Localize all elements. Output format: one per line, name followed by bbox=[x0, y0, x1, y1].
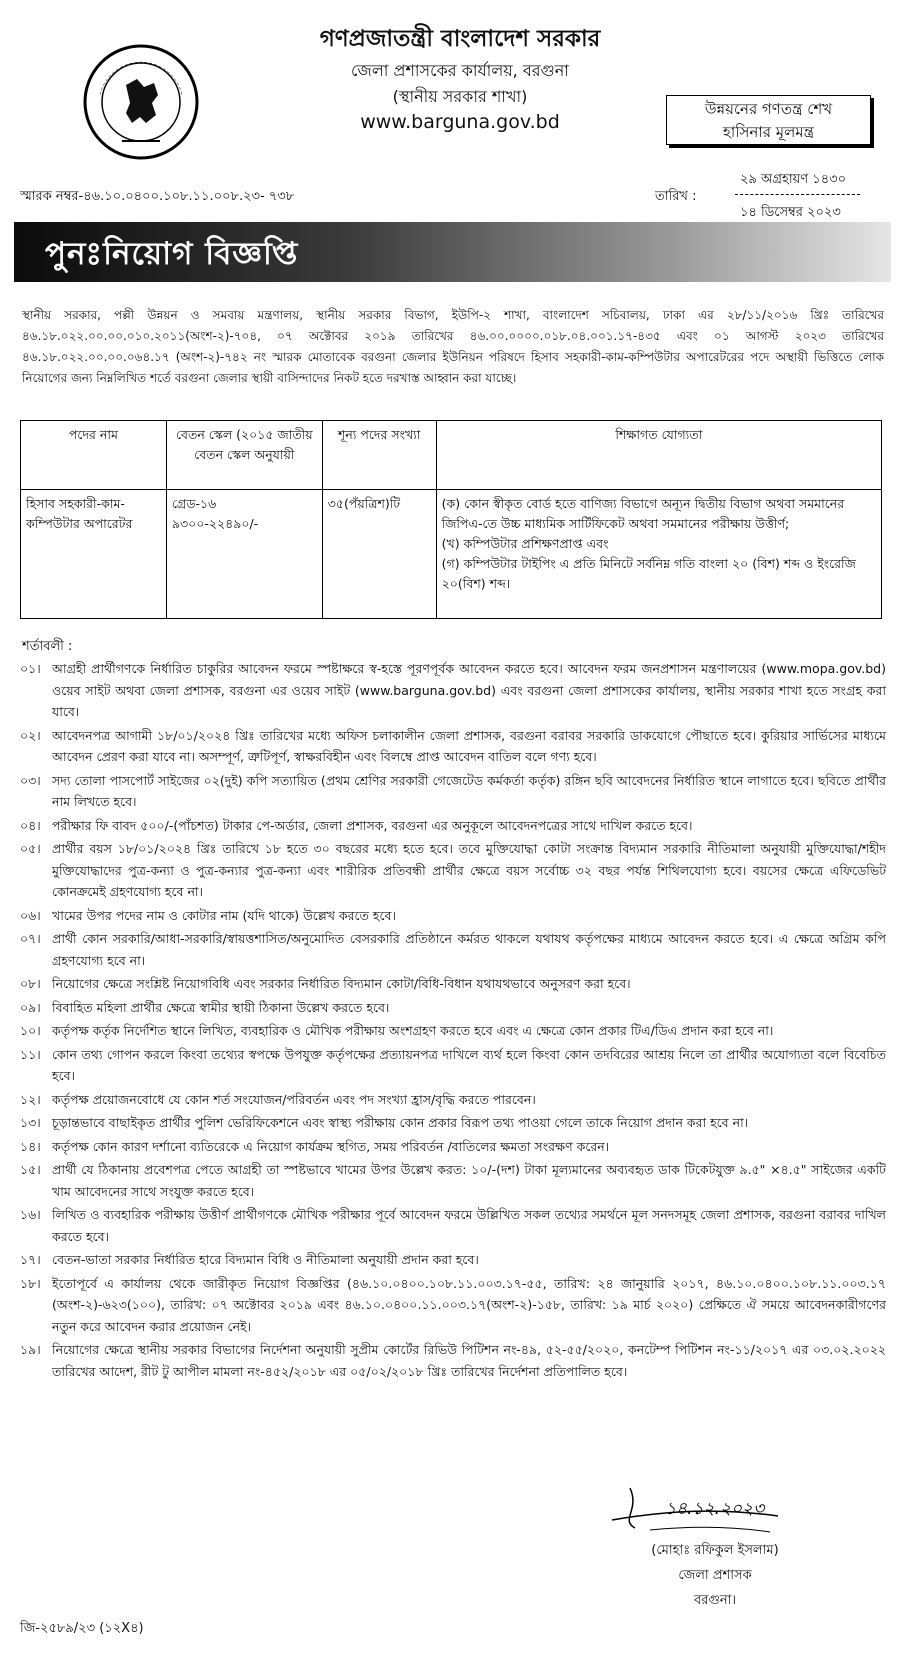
conditions-title: শর্তাবলী : bbox=[22, 639, 73, 654]
condition-text: প্রার্থী কোন সরকারি/আধা-সরকারি/স্বায়ত্তশাসিত/অনুমোদিত বেসরকারি প্রতিষ্ঠানে কর্মরত থাকলে যথাযথ কর্তৃপক্ষের মাধ্যমে আবেদন করতে হবে। এ ক্ষেত্রে অগ্রিম কপি গ্রহণযোগ্য হবে না। bbox=[52, 931, 886, 968]
office-name: জেলা প্রশাসকের কার্যালয়, বরগুনা bbox=[351, 61, 569, 80]
condition-item bbox=[20, 1136, 886, 1158]
condition-number: ১০। bbox=[20, 1023, 41, 1038]
condition-item bbox=[20, 1339, 886, 1382]
signatory-name: (মোহাঃ রফিকুল ইসলাম) bbox=[651, 1543, 779, 1558]
date-english: ১৪ ডিসেম্বর ২০২৩ bbox=[740, 205, 841, 220]
table-header-row bbox=[21, 421, 882, 490]
signatory-place: বরগুনা। bbox=[693, 1593, 737, 1608]
condition-number: ১৪। bbox=[20, 1138, 41, 1154]
condition-text: কর্তৃপক্ষ প্রয়োজনবোধে যে কোন শর্ত সংযোজন/পরিবর্তন এবং পদ সংখ্যা হ্রাস/বৃদ্ধি করতে পারবেন। bbox=[52, 1091, 536, 1107]
qualification-item: (গ) কম্পিউটার টাইপিং এ প্রতি মিনিটে সর্বনিম্ন গতি বাংলা ২০ (বিশ) শব্দ ও ইংরেজি ২০(বিশ) শব্দ। bbox=[441, 556, 856, 591]
government-title: গণপ্রজাতন্ত্রী বাংলাদেশ সরকার bbox=[319, 26, 601, 52]
date-divider bbox=[735, 194, 860, 195]
motto-line-1: উন্নয়নের গণতন্ত্র শেখ bbox=[704, 100, 833, 118]
motto-box bbox=[666, 95, 871, 145]
condition-item bbox=[20, 928, 886, 971]
post-table bbox=[20, 420, 882, 619]
col-header-post: পদের নাম bbox=[21, 421, 167, 490]
condition-number: ১১। bbox=[20, 1046, 41, 1062]
condition-number: ০১। bbox=[20, 661, 41, 676]
signatory-designation: জেলা প্রশাসক bbox=[678, 1568, 752, 1583]
condition-item bbox=[20, 905, 886, 927]
condition-number: ১৩। bbox=[20, 1115, 41, 1130]
notice-title: পুনঃনিয়োগ বিজ্ঞপ্তি bbox=[45, 236, 299, 272]
col-header-qualification: শিক্ষাগত যোগ্যতা bbox=[436, 421, 881, 490]
condition-item bbox=[20, 658, 886, 723]
condition-text: ইতোপূর্বে এ কার্যালয় থেকে জারীকৃত নিয়োগ বিজ্ঞপ্তির (৪৬.১০.০৪০০.১০৮.১১.০০৩.১৭-৫৫, তারিখ: ২৪ জানুয়ারি ২০১৭, ৪৬.১০.০৪০০.১০৮.১১.০০৩.১৭ (অংশ-২)-৬২৩(১০০), তারিখ: ০৭ অক্টোবর ২০১৯ এবং ৪৬.১০.০৪০০.১১.০০৩.১৭(অংশ-২)-১৫৮, তারিখ: ১৯ মার্চ ২০২০) প্রেক্ষিতে ঐ সময়ে আবেদনকারীগণের নতুন করে আবেদন করার প্রয়োজন নেই। bbox=[52, 1275, 886, 1334]
condition-number: ০৭। bbox=[20, 931, 41, 946]
government-seal-icon bbox=[82, 43, 200, 161]
condition-item bbox=[20, 770, 886, 813]
condition-item bbox=[20, 997, 886, 1019]
handwritten-date: ১৪.১২.২০২৩ bbox=[665, 1499, 765, 1519]
col-header-scale: বেতন স্কেল (২০১৫ জাতীয় বেতন স্কেল অনুযায়ী bbox=[166, 421, 322, 490]
scale: ৯৩০০-২২৪৯০/- bbox=[171, 516, 259, 531]
qualification-cell bbox=[436, 490, 881, 619]
condition-number: ১৮। bbox=[20, 1275, 41, 1291]
condition-number: ০৬। bbox=[20, 907, 41, 923]
signature-mark bbox=[610, 1480, 780, 1540]
condition-item bbox=[20, 815, 886, 837]
grade: গ্রেড-১৬ bbox=[171, 496, 217, 511]
condition-item bbox=[20, 838, 886, 903]
condition-text: প্রার্থীর বয়স ১৮/০১/২০২৪ খ্রিঃ তারিখে ১৮ হতে ৩০ বছরের মধ্যে হতে হবে। তবে মুক্তিযোদ্ধা কোটা সংক্রান্ত বিদ্যমান সরকারি নীতিমালা অনুযায়ী মুক্তিযোদ্ধা/শহীদ মুক্তিযোদ্ধাদের পুত্র-কন্যা ও পুত্র-কন্যার পুত্র-কন্যা এবং শারীরিক প্রতিবন্ধী প্রার্থীর ক্ষেত্রে বয়স সর্বোচ্চ ৩২ বছর পর্যন্ত শিথিলযোগ্য হবে। বয়সের ক্ষেত্রে এফিডেভিট কোনক্রমেই গ্রহণযোগ্য হবে না। bbox=[52, 841, 886, 899]
condition-text: বিবাহিত মহিলা প্রার্থীর ক্ষেত্রে স্বামীর স্থায়ী ঠিকানা উল্লেখ করতে হবে। bbox=[52, 999, 390, 1015]
condition-text: নিয়োগের ক্ষেত্রে স্থানীয় সরকার বিভাগের নির্দেশনা অনুযায়ী সুপ্রীম কোর্টের রিভিউ পিটিশন নং-৪৯, ৫২-৫৫/২০২০, কনটেম্প পিটিশন নং-১১/২০১৭ এর ০৩.০২.২০২২ তারিখের আদেশ, রীট টু আপীল মামলা নং-৪৫২/২০১৮ এর ০৫/০২/২০১৮ খ্রিঃ তারিখের নির্দেশনা প্রতিপালিত হবে। bbox=[52, 1342, 886, 1379]
condition-text: প্রার্থী যে ঠিকানায় প্রবেশপত্র পেতে আগ্রহী তা স্পষ্টভাবে খামের উপর উল্লেখ করত: ১০/-(দশ) টাকা মূল্যমানের অব্যবহৃত ডাক টিকেটযুক্ত ৯.৫" ×৪.৫" সাইজের একটি খাম আবেদনের সাথে সংযুক্ত করতে হবে। bbox=[52, 1162, 886, 1199]
table-row bbox=[21, 490, 882, 619]
condition-number: ১৯। bbox=[20, 1342, 41, 1357]
condition-text: চূড়ান্তভাবে বাছাইকৃত প্রার্থীর পুলিশ ভেরিফিকেশনে এবং স্বাস্থ্য পরীক্ষায় কোন প্রকার বিরূপ তথ্য পাওয়া গেলে তাকে নিয়োগ প্রদান করা হবে না। bbox=[52, 1115, 749, 1130]
motto-line-2: হাসিনার মূলমন্ত্র bbox=[722, 123, 814, 141]
pay-scale-cell bbox=[166, 490, 322, 619]
intro-paragraph: স্থানীয় সরকার, পল্লী উন্নয়ন ও সমবায় মন্ত্রণালয়, স্থানীয় সরকার বিভাগ, ইউপি-২ শাখা, বাংলাদেশ সচিবালয়, ঢাকা এর ২৮/১১/২০১৬ খ্রিঃ তারিখের ৪৬.১৮.০২২.০০.০০.০১০.২০১১(অংশ-২)-৭০৪, ০৭ অক্টোবর ২০১৯ তারিখের ৪৬.০০.০০০০.০১৮.০৪.০০১.১৭-৪৩৫ এবং ০১ আগস্ট ২০২৩ তারিখের ৪৬.১৮.০২২.০০.০০.০৬৪.১৭ (অংশ-২)-৭৪২ নং স্মারক মোতাবেক বরগুনা জেলার ইউনিয়ন পরিষদে হিসাব সহকারী-কাম-কম্পিউটার অপারেটরের পদে অস্থায়ী ভিত্তিতে লোক নিয়োগের জন্য নিম্নলিখিত শর্তে বরগুনা জেলার স্থায়ী বাসিন্দাদের নিকট হতে দরখাস্ত আহ্বান করা যাচ্ছে। bbox=[22, 308, 884, 385]
condition-number: ১৫। bbox=[20, 1162, 41, 1177]
condition-item bbox=[20, 1159, 886, 1202]
date-label: তারিখ : bbox=[655, 189, 697, 204]
condition-number: ০৯। bbox=[20, 999, 41, 1015]
condition-text: কর্তৃপক্ষ কোন কারণ দর্শানো ব্যতিরেকে এ নিয়োগ কার্যক্রম স্থগিত, সময় পরিবর্তন /বাতিলের ক্ষমতা সংরক্ষণ করেন। bbox=[52, 1138, 610, 1154]
condition-number: ১৭। bbox=[20, 1252, 41, 1267]
condition-text: লিখিত ও ব্যবহারিক পরীক্ষায় উত্তীর্ণ প্রার্থীগণকে মৌখিক পরীক্ষার পূর্বে আবেদন ফরমে উল্লিখিত সকল তথ্যের সমর্থনে মূল সনদসমূহ জেলা প্রশাসক, বরগুনা বরাবর দাখিল করতে হবে। bbox=[52, 1207, 886, 1244]
condition-item bbox=[20, 1249, 886, 1271]
condition-number: ০৫। bbox=[20, 841, 41, 856]
post-name: হিসাব সহকারী-কাম-কম্পিউটার অপারেটর bbox=[21, 490, 167, 619]
condition-text: বেতন-ভাতা সরকার নির্ধারিত হারে বিদ্যমান বিধি ও নীতিমালা অনুযায়ী প্রদান করা হবে। bbox=[52, 1252, 479, 1267]
condition-number: ০৮। bbox=[20, 976, 41, 991]
qualification-item: (খ) কম্পিউটার প্রশিক্ষণপ্রাপ্ত এবং bbox=[441, 536, 609, 551]
footer-code: জি-২৫৮৯/২৩ (১২X৪) bbox=[20, 1621, 144, 1636]
date-bangla: ২৯ অগ্রহায়ণ ১৪৩০ bbox=[740, 172, 847, 187]
condition-text: পরীক্ষার ফি বাবদ ৫০০/-(পাঁচশত) টাকার পে-অর্ডার, জেলা প্রশাসক, বরগুনা এর অনুকূলে আবেদনপত্রের সাথে দাখিল করতে হবে। bbox=[52, 817, 693, 833]
vacancy-count: ৩৫(পঁয়ত্রিশ)টি bbox=[322, 490, 436, 619]
condition-text: কোন তথ্য গোপন করলে কিংবা তথ্যের স্বপক্ষে উপযুক্ত কর্তৃপক্ষের প্রত্যায়নপত্র দাখিলে ব্যর্থ হলে কিংবা কোন তদবিরের আশ্রয় নিলে তা প্রার্থীর অযোগ্যতা বলে বিবেচিত হবে। bbox=[52, 1046, 886, 1083]
condition-text: আবেদনপত্র আগামী ১৮/০১/২০২৪ খ্রিঃ তারিখের মধ্যে অফিস চলাকালীন জেলা প্রশাসক, বরগুনা বরাবর সরকারি ডাকযোগে পৌছাতে হবে। কুরিয়ার সার্ভিসের মাধ্যমে আবেদন প্রেরণ করা যাবে না। অসম্পূর্ণ, ত্রুটিপূর্ণ, স্বাক্ষরবিহীন এবং বিলম্বে প্রাপ্ত আবেদন বাতিল বলে গণ্য হবে। bbox=[52, 727, 886, 764]
conditions-list bbox=[20, 658, 886, 1384]
condition-item bbox=[20, 1273, 886, 1338]
condition-number: ১৬। bbox=[20, 1207, 41, 1222]
condition-item bbox=[20, 1020, 886, 1042]
condition-number: ০৩। bbox=[20, 772, 41, 788]
branch-name: (স্থানীয় সরকার শাখা) bbox=[392, 87, 528, 106]
condition-item bbox=[20, 1044, 886, 1087]
condition-text: কর্তৃপক্ষ কর্তৃক নির্দেশিত স্থানে লিখিত, ব্যবহারিক ও মৌখিক পরীক্ষায় অংশগ্রহণ করতে হবে এবং এ ক্ষেত্রে কোন প্রকার টিএ/ডিএ প্রদান করা হবে না। bbox=[52, 1023, 774, 1038]
memo-number: স্মারক নম্বর-৪৬.১০.০৪০০.১০৮.১১.০০৮.২৩- ৭৩৮ bbox=[20, 189, 295, 204]
condition-number: ০২। bbox=[20, 727, 41, 743]
condition-text: নিয়োগের ক্ষেত্রে সংশ্লিষ্ট নিয়োগবিধি এবং সরকার নির্ধারিত বিদ্যমান কোটা/বিধি-বিধান যথাযথভাবে অনুসরণ করা হবে। bbox=[52, 976, 631, 991]
condition-item bbox=[20, 725, 886, 768]
condition-text: খামের উপর পদের নাম ও কোটার নাম (যদি থাকে) উল্লেখ করতে হবে। bbox=[52, 907, 396, 923]
condition-item bbox=[20, 1089, 886, 1111]
condition-item bbox=[20, 973, 886, 995]
website-link[interactable]: www.barguna.gov.bd bbox=[360, 111, 560, 133]
col-header-vacancies: শূন্য পদের সংখ্যা bbox=[322, 421, 436, 490]
condition-item bbox=[20, 1112, 886, 1134]
condition-text: সদ্য তোলা পাসপোর্ট সাইজের ০২(দুই) কপি সত্যায়িত (প্রথম শ্রেণির সরকারী গেজেটেড কর্মকর্তা কর্তৃক) রঙ্গিন ছবি আবেদনের নির্ধারিত স্থানে লাগাতে হবে। ছবিতে প্রার্থীর নাম লিখতে হবে। bbox=[52, 772, 886, 809]
condition-item bbox=[20, 1204, 886, 1247]
condition-number: ০৪। bbox=[20, 817, 41, 833]
qualification-item: (ক) কোন স্বীকৃত বোর্ড হতে বাণিজ্য বিভাগে অন্যূন দ্বিতীয় বিভাগ অথবা সমমানের জিপিএ-তে উচ্চ মাধ্যমিক সার্টিফিকেট অথবা সমমানের পরীক্ষায় উত্তীর্ণ; bbox=[441, 496, 845, 531]
condition-number: ১২। bbox=[20, 1091, 41, 1107]
condition-text: আগ্রহী প্রার্থীগণকে নির্ধারিত চাকুরির আবেদন ফরমে স্পষ্টাক্ষরে স্ব-হস্তে পূরণপূর্বক আবেদন করতে হবে। আবেদন ফরম জনপ্রশাসন মন্ত্রণালয়ের (www.mopa.gov.bd) ওয়েব সাইট অথবা জেলা প্রশাসক, বরগুনা এর ওয়েব সাইট (www.barguna.gov.bd) এবং বরগুনা জেলা প্রশাসকের কার্যালয়, স্থানীয় সরকার শাখা হতে সংগ্রহ করা যাবে। bbox=[52, 661, 886, 719]
